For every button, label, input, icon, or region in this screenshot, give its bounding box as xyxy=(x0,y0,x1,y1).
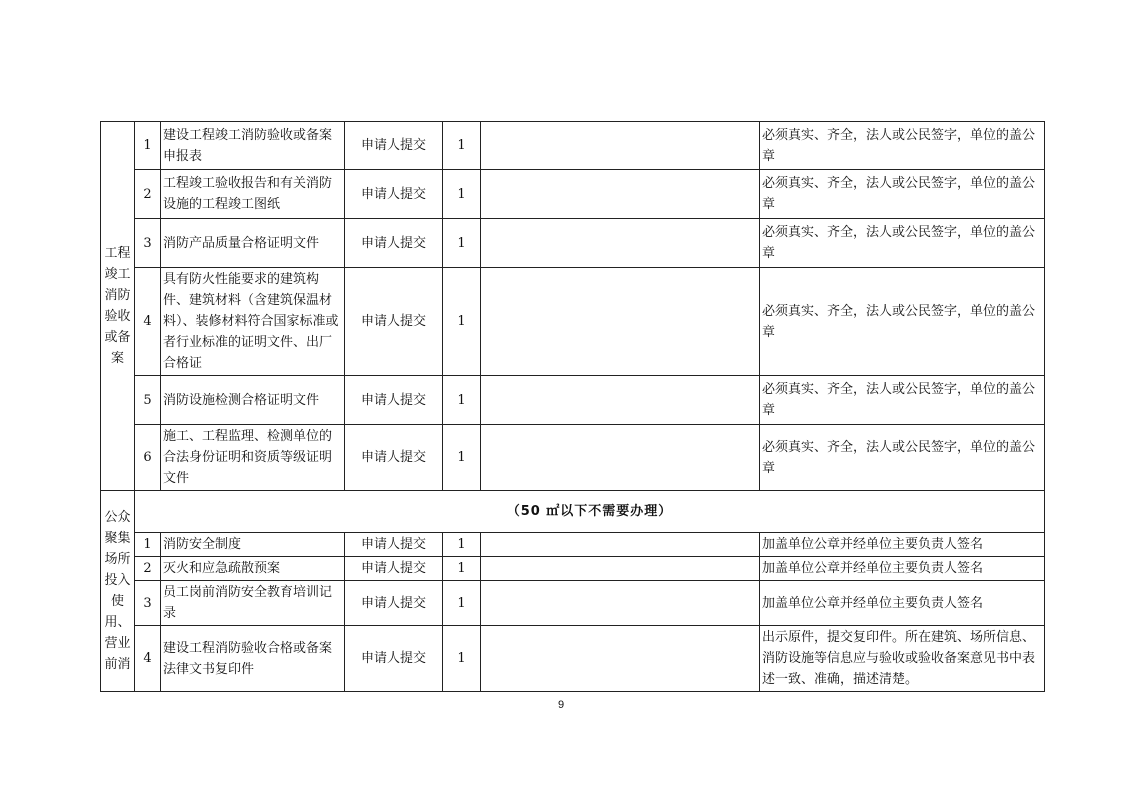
submitter: 申请人提交 xyxy=(345,581,443,626)
remark xyxy=(481,533,760,557)
item-number: 3 xyxy=(135,581,161,626)
remark xyxy=(481,170,760,219)
remark xyxy=(481,557,760,581)
requirement: 必须真实、齐全，法人或公民签字，单位的盖公章 xyxy=(760,376,1045,425)
requirement: 必须真实、齐全，法人或公民签字，单位的盖公章 xyxy=(760,219,1045,268)
copies: 1 xyxy=(443,122,481,170)
table-row xyxy=(101,376,1045,425)
submitter: 申请人提交 xyxy=(345,376,443,425)
item-number: 6 xyxy=(135,425,161,491)
copies: 1 xyxy=(443,557,481,581)
table-row xyxy=(101,219,1045,268)
requirement: 必须真实、齐全，法人或公民签字，单位的盖公章 xyxy=(760,268,1045,376)
requirement: 必须真实、齐全，法人或公民签字，单位的盖公章 xyxy=(760,425,1045,491)
remark xyxy=(481,219,760,268)
item-number: 2 xyxy=(135,557,161,581)
item-name: 具有防火性能要求的建筑构件、建筑材料（含建筑保温材料）、装修材料符合国家标准或者行业标准的证明文件、出厂合格证 xyxy=(161,268,345,376)
table-row xyxy=(101,122,1045,170)
submitter: 申请人提交 xyxy=(345,170,443,219)
copies: 1 xyxy=(443,626,481,692)
requirement: 必须真实、齐全，法人或公民签字，单位的盖公章 xyxy=(760,122,1045,170)
submitter: 申请人提交 xyxy=(345,268,443,376)
page-number: 9 xyxy=(557,699,565,711)
item-name: 工程竣工验收报告和有关消防设施的工程竣工图纸 xyxy=(161,170,345,219)
item-name: 灭火和应急疏散预案 xyxy=(161,557,345,581)
item-name: 消防产品质量合格证明文件 xyxy=(161,219,345,268)
copies: 1 xyxy=(443,533,481,557)
category-cell-acceptance: 工程竣工消防验收或备案 xyxy=(101,122,135,491)
copies: 1 xyxy=(443,581,481,626)
table-row xyxy=(101,170,1045,219)
item-number: 1 xyxy=(135,122,161,170)
item-name: 消防设施检测合格证明文件 xyxy=(161,376,345,425)
submitter: 申请人提交 xyxy=(345,626,443,692)
remark xyxy=(481,626,760,692)
requirement: 加盖单位公章并经单位主要负责人签名 xyxy=(760,557,1045,581)
table-row xyxy=(101,268,1045,376)
item-number: 5 xyxy=(135,376,161,425)
requirement: 必须真实、齐全，法人或公民签字，单位的盖公章 xyxy=(760,170,1045,219)
copies: 1 xyxy=(443,425,481,491)
copies: 1 xyxy=(443,170,481,219)
submitter: 申请人提交 xyxy=(345,425,443,491)
item-name: 建设工程竣工消防验收或备案申报表 xyxy=(161,122,345,170)
item-name: 建设工程消防验收合格或备案法律文书复印件 xyxy=(161,626,345,692)
table-row xyxy=(101,557,1045,581)
copies: 1 xyxy=(443,268,481,376)
requirement: 加盖单位公章并经单位主要负责人签名 xyxy=(760,533,1045,557)
requirement: 出示原件，提交复印件。所在建筑、场所信息、消防设施等信息应与验收或验收备案意见书中表述一致、准确，描述清楚。 xyxy=(760,626,1045,692)
item-name: 消防安全制度 xyxy=(161,533,345,557)
item-number: 4 xyxy=(135,268,161,376)
remark xyxy=(481,581,760,626)
item-name: 员工岗前消防安全教育培训记录 xyxy=(161,581,345,626)
table-row xyxy=(101,626,1045,692)
item-number: 3 xyxy=(135,219,161,268)
requirement: 加盖单位公章并经单位主要负责人签名 xyxy=(760,581,1045,626)
table-row xyxy=(101,533,1045,557)
submitter: 申请人提交 xyxy=(345,533,443,557)
remark xyxy=(481,376,760,425)
table-row xyxy=(101,425,1045,491)
section-banner: （50 ㎡以下不需要办理） xyxy=(135,491,1045,533)
submitter: 申请人提交 xyxy=(345,557,443,581)
submitter: 申请人提交 xyxy=(345,219,443,268)
item-name: 施工、工程监理、检测单位的合法身份证明和资质等级证明文件 xyxy=(161,425,345,491)
remark xyxy=(481,268,760,376)
remark xyxy=(481,122,760,170)
item-number: 1 xyxy=(135,533,161,557)
submitter: 申请人提交 xyxy=(345,122,443,170)
remark xyxy=(481,425,760,491)
item-number: 4 xyxy=(135,626,161,692)
requirements-table xyxy=(100,121,1045,692)
table-row xyxy=(101,581,1045,626)
copies: 1 xyxy=(443,376,481,425)
category-cell-public-venue: 公众聚集场所投入使用、营业前消 xyxy=(101,491,135,692)
copies: 1 xyxy=(443,219,481,268)
item-number: 2 xyxy=(135,170,161,219)
section-banner-row xyxy=(101,491,1045,533)
